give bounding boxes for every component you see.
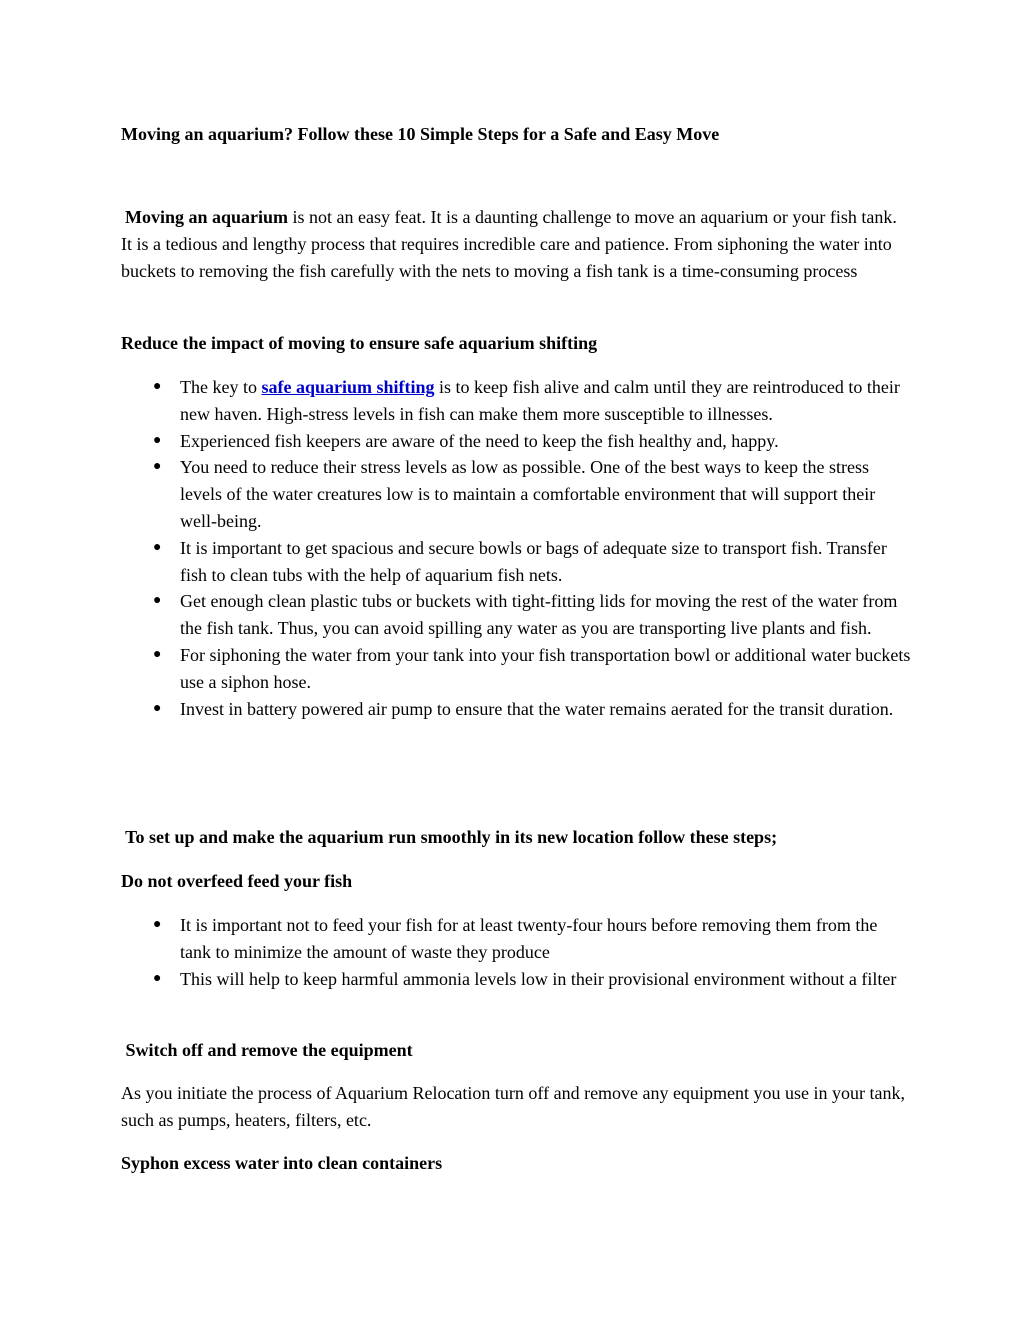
bullet-icon: ● [153,379,162,394]
steps-heading: To set up and make the aquarium run smoothly in its new location follow these steps; [121,827,778,847]
list-item-text: It is important not to feed your fish for at least twenty-four hours before removing them from the tank to minimize the amount of waste they produce [180,915,878,962]
section-heading-reduce-impact: Reduce the impact of moving to ensure safe aquarium shifting [121,333,598,353]
bullet-icon: ● [153,459,162,475]
bullet-list-reduce-impact [121,374,911,722]
list-item [121,588,911,642]
list-item-text: Get enough clean plastic tubs or buckets with tight-fitting lids for moving the rest of the water from the fish tank. Thus, you can avoid spilling any water as you are transporting live plants and fish. [180,591,898,639]
bullet-list-overfeed [121,912,911,992]
list-item-text-pre: The key to [180,377,262,397]
list-item [121,374,911,428]
bullet-icon: ● [153,700,162,716]
bullet-icon: ● [153,970,162,986]
list-item-text: For siphoning the water from your tank into your fish transportation bowl or additional water buckets use a siphon hose. [180,644,911,692]
list-item-text: Invest in battery powered air pump to ensure that the water remains aerated for the transit duration. [180,698,894,719]
list-item [121,642,911,696]
document-title: Moving an aquarium? Follow these 10 Simple Steps for a Safe and Easy Move [121,124,720,144]
intro-text: is not an easy feat. It is a daunting challenge to move an aquarium or your fish tank. It is a tedious and lengthy process that requires incredible care and patience. From siphoning the water into buckets to removing the fish carefully with the nets to moving a fish tank is a time-consuming process [121,207,897,281]
list-item-text: Experienced fish keepers are aware of the need to keep the fish healthy and, happy. [180,430,779,451]
intro-paragraph [121,204,911,284]
section-heading-syphon: Syphon excess water into clean containers [121,1153,443,1173]
list-item-text-post: is to keep fish alive and calm until they are reintroduced to their new haven. High-stress levels in fish can make them more susceptible to illnesses. [180,377,900,424]
bullet-icon: ● [153,646,162,662]
section-heading-switch-off: Switch off and remove the equipment [121,1040,413,1060]
list-item-text: This will help to keep harmful ammonia levels low in their provisional environment without a filter [180,968,897,989]
list-item-text: You need to reduce their stress levels as low as possible. One of the best ways to keep the stress levels of the water creatures low is to maintain a comfortable environment that will support their well-being. [180,457,876,531]
safe-aquarium-shifting-link[interactable]: safe aquarium shifting [261,377,435,397]
list-item [121,912,911,966]
list-item [121,966,911,993]
intro-bold-lead: Moving an aquarium [125,207,289,227]
bullet-icon: ● [153,593,162,609]
bullet-icon: ● [153,917,162,932]
list-item [121,428,911,455]
switch-off-paragraph: As you initiate the process of Aquarium Relocation turn off and remove any equipment you use in your tank, such as pumps, heaters, filters, etc. [121,1083,905,1130]
section-heading-do-not-overfeed: Do not overfeed feed your fish [121,871,353,891]
list-item-text: It is important to get spacious and secure bowls or bags of adequate size to transport fish. Transfer fish to clean tubs with the help of aquarium fish nets. [180,537,887,585]
list-item [121,454,911,534]
bullet-icon: ● [153,432,162,448]
bullet-icon: ● [153,539,162,555]
list-item [121,535,911,589]
list-item [121,696,911,723]
